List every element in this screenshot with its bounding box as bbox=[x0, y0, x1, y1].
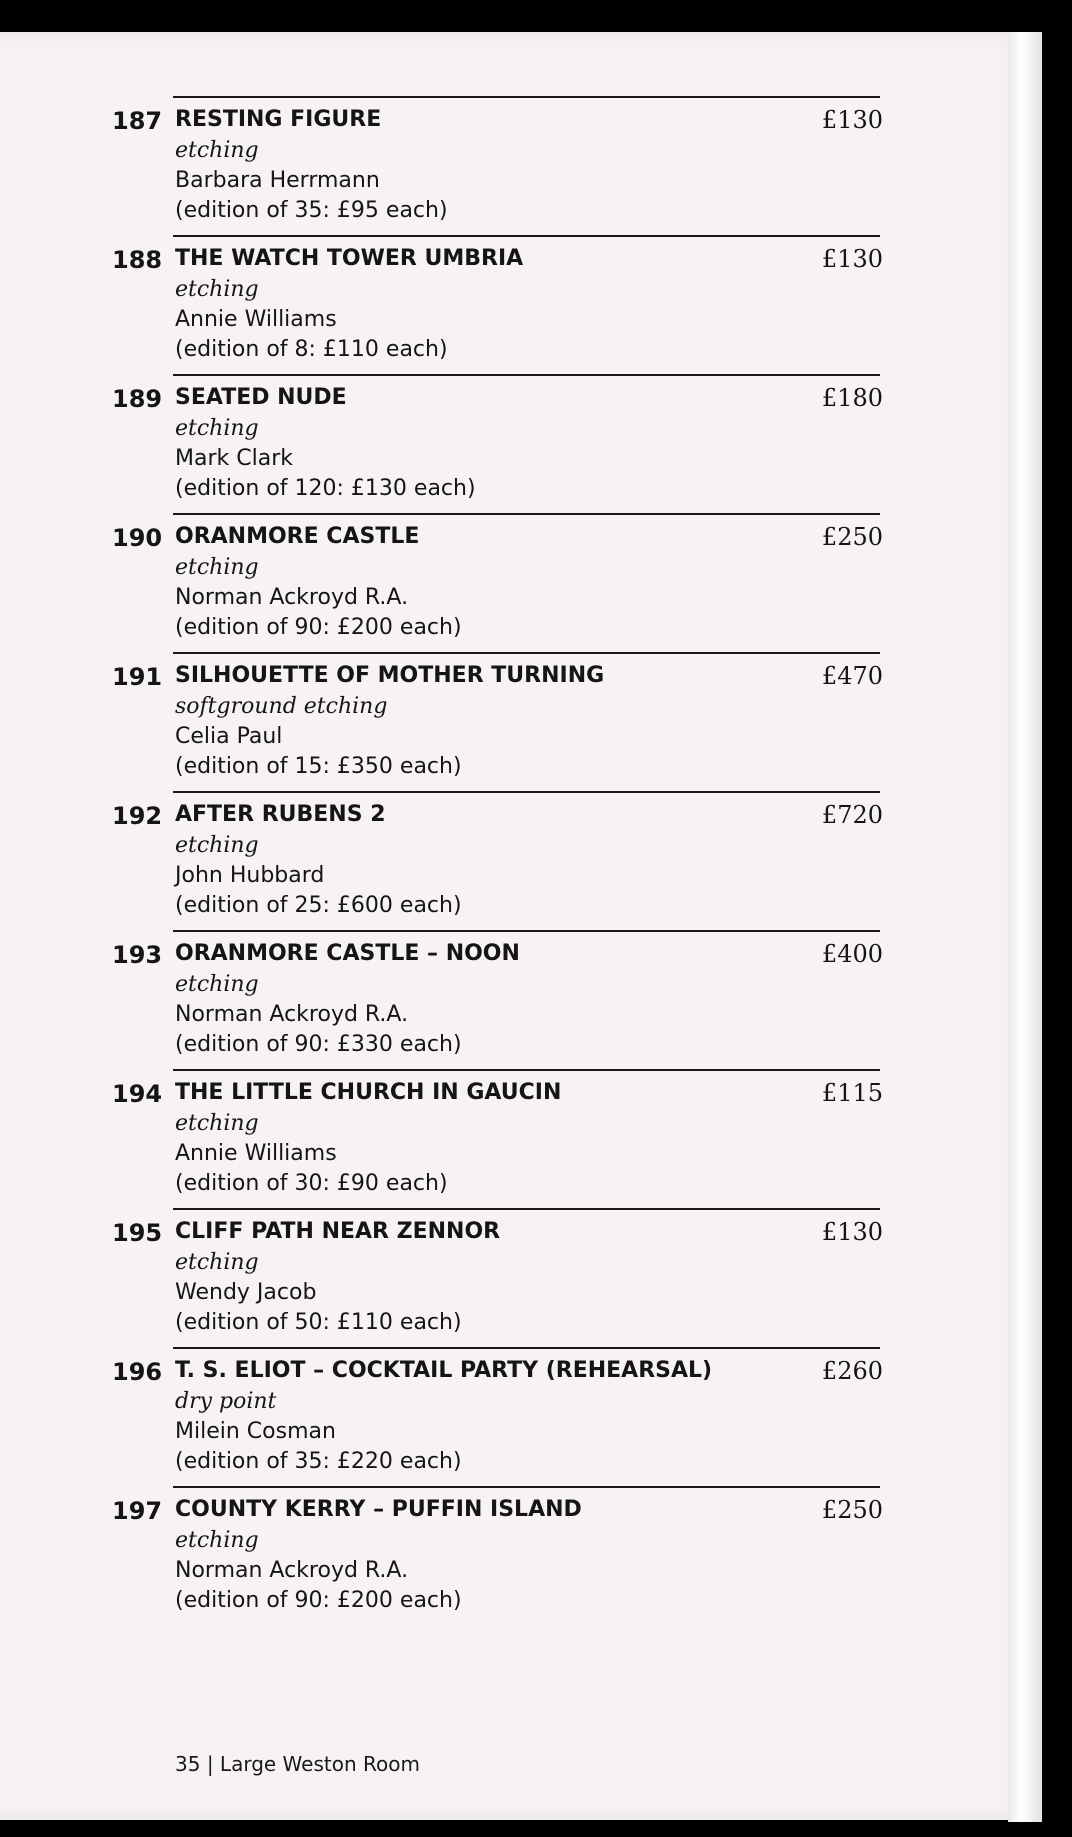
entry-price: £720 bbox=[821, 801, 883, 829]
entry-medium: dry point bbox=[175, 1389, 277, 1414]
entry-edition: (edition of 30: £90 each) bbox=[175, 1171, 448, 1196]
catalogue-entry bbox=[0, 791, 1035, 930]
catalogue-entry bbox=[0, 652, 1035, 791]
entry-edition: (edition of 15: £350 each) bbox=[175, 754, 462, 779]
entry-title: THE WATCH TOWER UMBRIA bbox=[175, 246, 524, 271]
entry-medium: etching bbox=[175, 277, 259, 302]
entry-edition: (edition of 90: £200 each) bbox=[175, 615, 462, 640]
entry-title: ORANMORE CASTLE – NOON bbox=[175, 941, 520, 966]
entry-title: COUNTY KERRY – PUFFIN ISLAND bbox=[175, 1497, 582, 1522]
section-name: Large Weston Room bbox=[219, 1752, 420, 1776]
catalogue-entry bbox=[0, 930, 1035, 1069]
catalogue-entry bbox=[0, 1486, 1035, 1625]
entry-number: 187 bbox=[112, 107, 163, 135]
entry-medium: etching bbox=[175, 833, 259, 858]
entry-title: T. S. ELIOT – COCKTAIL PARTY (REHEARSAL) bbox=[175, 1358, 713, 1383]
entry-medium: softground etching bbox=[175, 694, 388, 719]
entry-artist: Barbara Herrmann bbox=[175, 168, 380, 193]
entry-title: CLIFF PATH NEAR ZENNOR bbox=[175, 1219, 501, 1244]
entry-number: 194 bbox=[112, 1080, 163, 1108]
entry-edition: (edition of 90: £200 each) bbox=[175, 1588, 462, 1613]
entry-title: SEATED NUDE bbox=[175, 385, 347, 410]
entry-number: 188 bbox=[112, 246, 163, 274]
entry-edition: (edition of 120: £130 each) bbox=[175, 476, 476, 501]
entry-divider bbox=[173, 1069, 880, 1071]
catalogue-entry bbox=[0, 96, 1035, 235]
catalogue-entry bbox=[0, 1208, 1035, 1347]
entry-edition: (edition of 25: £600 each) bbox=[175, 893, 462, 918]
entry-artist: Wendy Jacob bbox=[175, 1280, 317, 1305]
entry-medium: etching bbox=[175, 555, 259, 580]
entry-artist: John Hubbard bbox=[175, 863, 325, 888]
show-through: ㅤ bbox=[700, 115, 722, 140]
entry-divider bbox=[173, 1208, 880, 1210]
entry-title: RESTING FIGURE bbox=[175, 107, 382, 132]
entry-number: 196 bbox=[112, 1358, 163, 1386]
entry-edition: (edition of 8: £110 each) bbox=[175, 337, 448, 362]
catalogue-entry bbox=[0, 513, 1035, 652]
entry-divider bbox=[173, 652, 880, 654]
entry-price: £400 bbox=[821, 940, 883, 968]
page-number: 35 bbox=[175, 1752, 201, 1776]
entry-artist: Mark Clark bbox=[175, 446, 293, 471]
entry-number: 191 bbox=[112, 663, 163, 691]
entry-artist: Norman Ackroyd R.A. bbox=[175, 585, 409, 610]
entry-number: 189 bbox=[112, 385, 163, 413]
entry-number: 193 bbox=[112, 941, 163, 969]
entry-artist: Annie Williams bbox=[175, 1141, 337, 1166]
entry-medium: etching bbox=[175, 138, 259, 163]
entry-number: 195 bbox=[112, 1219, 163, 1247]
entry-medium: etching bbox=[175, 416, 259, 441]
entry-price: £260 bbox=[821, 1357, 883, 1385]
catalogue-entry bbox=[0, 235, 1035, 374]
entry-medium: etching bbox=[175, 1528, 259, 1553]
entry-medium: etching bbox=[175, 972, 259, 997]
entry-title: THE LITTLE CHURCH IN GAUCIN bbox=[175, 1080, 562, 1105]
entry-edition: (edition of 35: £95 each) bbox=[175, 198, 448, 223]
entry-title: AFTER RUBENS 2 bbox=[175, 802, 386, 827]
entry-divider bbox=[173, 1347, 880, 1349]
entry-artist: Norman Ackroyd R.A. bbox=[175, 1558, 409, 1583]
page-footer bbox=[175, 1752, 420, 1776]
catalogue-entry bbox=[0, 374, 1035, 513]
entry-price: £250 bbox=[821, 1496, 883, 1524]
entry-artist: Norman Ackroyd R.A. bbox=[175, 1002, 409, 1027]
entry-price: £115 bbox=[821, 1079, 883, 1107]
entry-number: 192 bbox=[112, 802, 163, 830]
entry-divider bbox=[173, 513, 880, 515]
entry-medium: etching bbox=[175, 1111, 259, 1136]
entry-title: ORANMORE CASTLE bbox=[175, 524, 420, 549]
entry-artist: Annie Williams bbox=[175, 307, 337, 332]
entry-price: £180 bbox=[821, 384, 883, 412]
entry-number: 197 bbox=[112, 1497, 163, 1525]
entry-price: £130 bbox=[821, 106, 883, 134]
entry-price: £250 bbox=[821, 523, 883, 551]
entry-title: SILHOUETTE OF MOTHER TURNING bbox=[175, 663, 605, 688]
entry-price: £470 bbox=[821, 662, 883, 690]
entry-divider bbox=[173, 374, 880, 376]
entry-artist: Milein Cosman bbox=[175, 1419, 336, 1444]
entry-number: 190 bbox=[112, 524, 163, 552]
entry-divider bbox=[173, 235, 880, 237]
footer-separator: | bbox=[206, 1752, 214, 1776]
entry-divider bbox=[173, 930, 880, 932]
catalogue-entry bbox=[0, 1069, 1035, 1208]
entry-divider bbox=[173, 791, 880, 793]
entry-divider bbox=[173, 96, 880, 98]
entry-medium: etching bbox=[175, 1250, 259, 1275]
entry-edition: (edition of 35: £220 each) bbox=[175, 1449, 462, 1474]
entry-edition: (edition of 90: £330 each) bbox=[175, 1032, 462, 1057]
entry-edition: (edition of 50: £110 each) bbox=[175, 1310, 462, 1335]
catalogue-list bbox=[0, 96, 1035, 1625]
entry-price: £130 bbox=[821, 245, 883, 273]
catalogue-entry bbox=[0, 1347, 1035, 1486]
entry-price: £130 bbox=[821, 1218, 883, 1246]
entry-divider bbox=[173, 1486, 880, 1488]
entry-artist: Celia Paul bbox=[175, 724, 283, 749]
